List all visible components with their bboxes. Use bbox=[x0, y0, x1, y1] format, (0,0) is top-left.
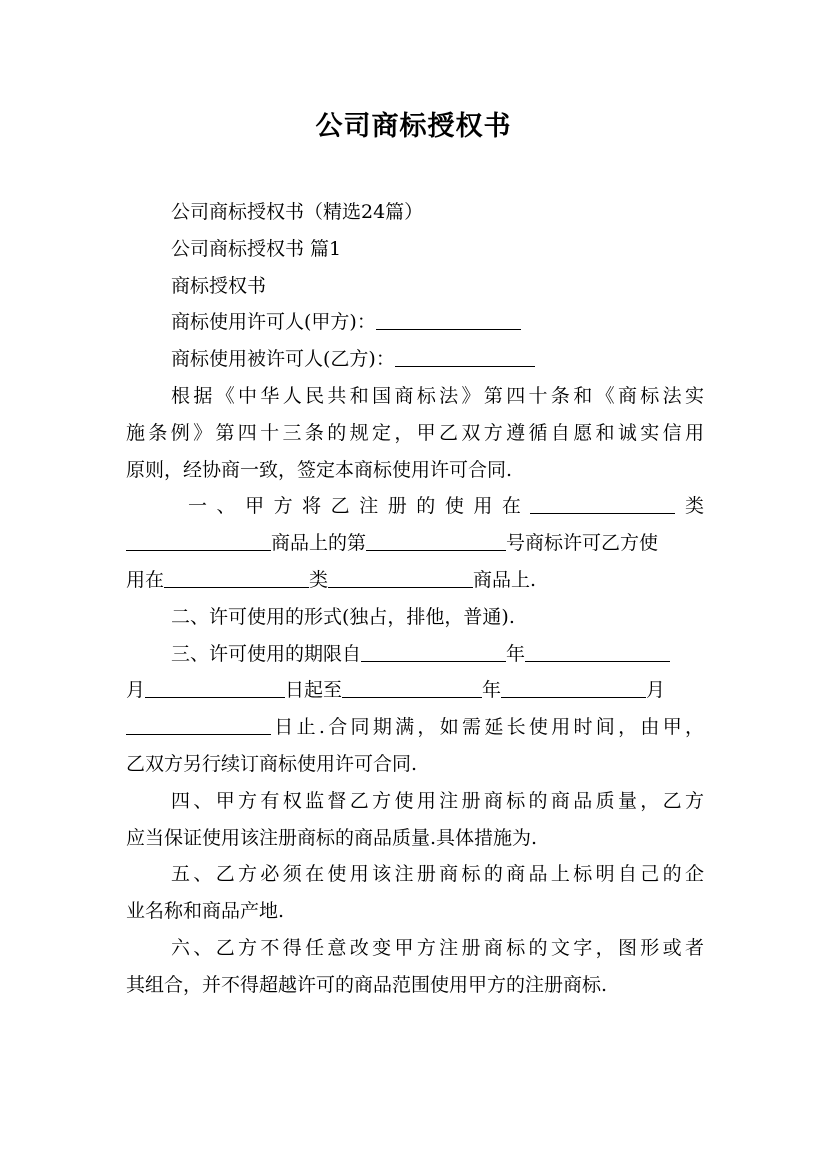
clause-3-blank-end-year[interactable] bbox=[342, 675, 482, 698]
document-title: 公司商标授权书 bbox=[315, 111, 512, 142]
clause-3-blank-end-month[interactable] bbox=[501, 675, 646, 698]
clause-1-blank-class[interactable] bbox=[530, 491, 675, 514]
clause-3-text-b: 年 bbox=[506, 642, 526, 665]
clause-1-blank-goods[interactable] bbox=[126, 528, 271, 551]
clause-6-line-2: 其组合，并不得超越许可的商品范围使用甲方的注册商标. bbox=[126, 973, 608, 996]
clause-1-text-a: 一、甲方将乙注册的使用在 bbox=[188, 495, 531, 518]
clause-1-blank-class-2[interactable] bbox=[164, 565, 309, 588]
clause-3-blank-start-month[interactable] bbox=[525, 639, 670, 662]
doc-heading: 商标授权书 bbox=[171, 274, 267, 297]
licensee-line bbox=[126, 341, 704, 378]
clause-3-blank-start-day[interactable] bbox=[145, 675, 285, 698]
intro-line-1: 根据《中华人民共和国商标法》第四十条和《商标法实 bbox=[171, 384, 704, 407]
clause-1-blank-goods-2[interactable] bbox=[328, 565, 473, 588]
intro-line-2: 施条例》第四十三条的规定，甲乙双方遵循自愿和诚实信用 bbox=[126, 421, 704, 444]
clause-1-text-f: 类 bbox=[309, 568, 329, 591]
clause-1-text-g: 商品上. bbox=[473, 568, 537, 591]
clause-3-text-a: 三、许可使用的期限自 bbox=[171, 642, 362, 665]
clause-3-text-e: 年 bbox=[482, 679, 502, 702]
clause-1-text-e: 用在 bbox=[126, 568, 165, 591]
article-heading: 公司商标授权书 篇1 bbox=[171, 237, 342, 260]
licensee-label: 商标使用被许可人(乙方)： bbox=[171, 348, 395, 371]
clause-1-blank-number[interactable] bbox=[366, 528, 506, 551]
clause-4-line-1: 四、甲方有权监督乙方使用注册商标的商品质量，乙方 bbox=[171, 789, 704, 812]
clause-3-text-c: 月 bbox=[126, 679, 146, 702]
licensee-blank[interactable] bbox=[395, 344, 535, 367]
clause-3-blank-end-day[interactable] bbox=[126, 712, 271, 735]
clause-5-line-1: 五、乙方必须在使用该注册商标的商品上标明自己的企 bbox=[171, 863, 704, 886]
clause-3-line-2 bbox=[126, 672, 704, 709]
document-body bbox=[126, 194, 704, 1004]
clause-1-line-1 bbox=[126, 488, 704, 525]
subtitle: 公司商标授权书（精选24篇） bbox=[171, 201, 424, 223]
clause-1-line-2 bbox=[126, 525, 704, 562]
clause-3-line-3 bbox=[126, 709, 704, 746]
licensor-label: 商标使用许可人(甲方)： bbox=[171, 311, 376, 334]
licensor-line bbox=[126, 304, 704, 341]
intro-line-3: 原则，经协商一致，签定本商标使用许可合同. bbox=[126, 458, 513, 481]
clause-3-text-d: 日起至 bbox=[285, 679, 343, 702]
clause-3-text-f: 月 bbox=[646, 679, 666, 702]
clause-1-text-d: 号商标许可乙方使 bbox=[506, 532, 659, 555]
clause-6-line-1: 六、乙方不得任意改变甲方注册商标的文字，图形或者 bbox=[171, 936, 704, 959]
clause-1-text-c: 商品上的第 bbox=[271, 532, 367, 555]
clause-3-blank-start-year[interactable] bbox=[361, 639, 506, 662]
clause-3-line-4: 乙双方另行续订商标使用许可合同. bbox=[126, 752, 418, 775]
clause-1-line-3 bbox=[126, 562, 704, 599]
clause-3-text-g: 日止.合同期满，如需延长使用时间，由甲， bbox=[271, 716, 704, 739]
clause-4-line-2: 应当保证使用该注册商标的商品质量.具体措施为. bbox=[126, 826, 538, 849]
clause-1-text-b: 类 bbox=[675, 495, 704, 518]
clause-3-line-1 bbox=[126, 636, 704, 673]
clause-2: 二、许可使用的形式(独占，排他，普通). bbox=[171, 605, 515, 628]
licensor-blank[interactable] bbox=[376, 307, 521, 330]
clause-5-line-2: 业名称和商品产地. bbox=[126, 900, 285, 923]
